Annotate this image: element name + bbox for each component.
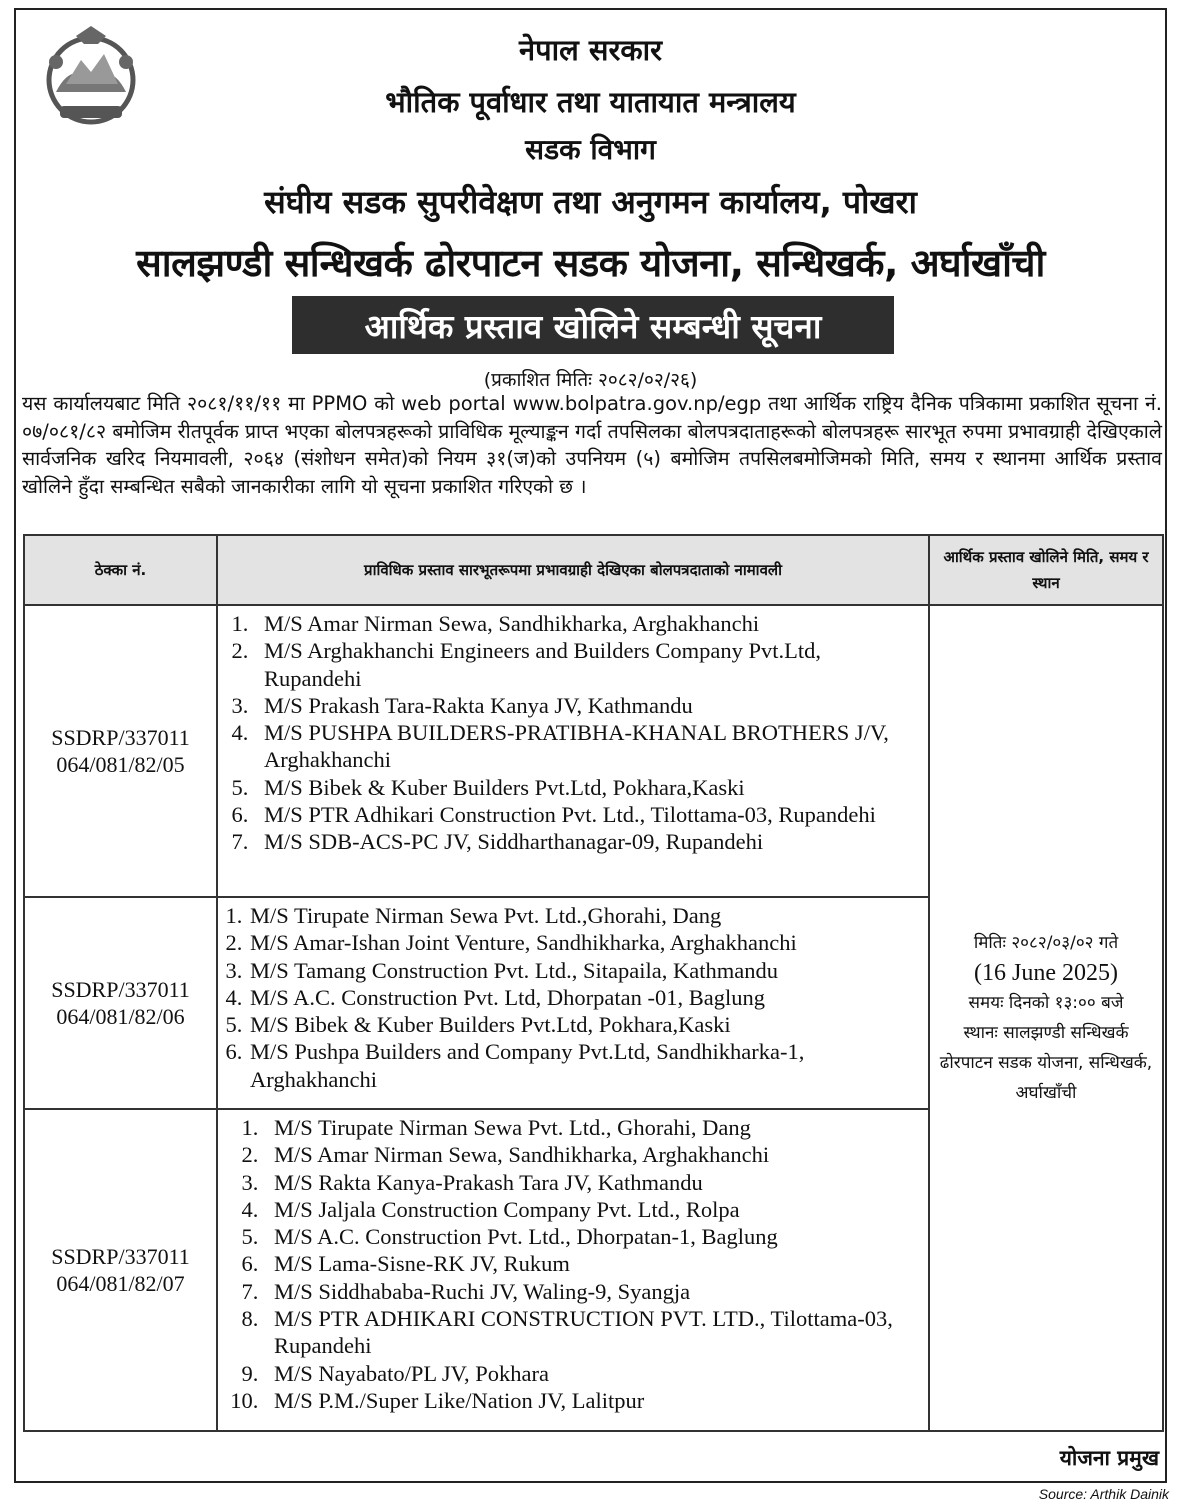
bidder-item: 5. M/S Bibek & Kuber Builders Pvt.Ltd, Pokhara,Kaski [254,774,924,801]
header-schedule: आर्थिक प्रस्ताव खोलिने मिति, समय र स्थान [929,535,1163,605]
opening-time: समयः दिनको १३:०० बजे [968,993,1124,1013]
bidders-cell [217,605,929,897]
signatory-title: योजना प्रमुख [1059,1446,1159,1470]
bidder-item: 5. M/S Bibek & Kuber Builders Pvt.Ltd, Pokhara,Kaski [248,1011,924,1038]
bidder-item: 2. M/S Amar Nirman Sewa, Sandhikharka, Arghakhanchi [264,1141,924,1168]
project-name: सालझण्डी सन्धिखर्क ढोरपाटन सडक योजना, सन्धिखर्क, अर्घाखाँची [136,241,1045,285]
bidder-item: 8. M/S PTR ADHIKARI CONSTRUCTION PVT. LTD., Tilottama-03, Rupandehi [264,1305,924,1360]
contract-number-line: 064/081/82/07 [56,1271,185,1296]
opening-place: स्थानः सालझण्डी सन्धिखर्क ढोरपाटन सडक योजना, सन्धिखर्क, अर्घाखाँची [939,1023,1153,1103]
bidder-item: 10. M/S P.M./Super Like/Nation JV, Lalitpur [264,1387,924,1414]
bidder-item: 6. M/S PTR Adhikari Construction Pvt. Ltd., Tilottama-03, Rupandehi [254,801,924,828]
opening-date-np: मितिः २०८२/०३/०२ गते [973,933,1119,953]
table-row [24,605,1163,897]
bidder-item: 1. M/S Tirupate Nirman Sewa Pvt. Ltd.,Ghorahi, Dang [248,902,924,929]
bidder-item: 4. M/S Jaljala Construction Company Pvt. Ltd., Rolpa [264,1196,924,1223]
published-date: (प्रकाशित मितिः २०८२/०२/२६) [483,369,698,391]
bidder-item: 2. M/S Amar-Ishan Joint Venture, Sandhikharka, Arghakhanchi [248,929,924,956]
contract-number-line: 064/081/82/05 [56,752,185,777]
office-name: संघीय सडक सुपरीवेक्षण तथा अनुगमन कार्यालय, पोखरा [264,183,917,221]
bidder-list [228,1114,924,1414]
bidder-item: 6. M/S Pushpa Builders and Company Pvt.Ltd, Sandhikharka-1, Arghakhanchi [248,1038,924,1093]
source-credit: Source: Arthik Dainik [1038,1486,1169,1502]
bidder-item: 9. M/S Nayabato/PL JV, Pokhara [264,1360,924,1387]
contract-number-line: SSDRP/337011 [51,1244,190,1269]
bidders-cell [217,897,929,1109]
contract-number-line: SSDRP/337011 [51,977,190,1002]
contract-number-line: 064/081/82/06 [56,1004,185,1029]
government-name: नेपाल सरकार [519,33,662,67]
bidder-item: 7. M/S Siddhababa-Ruchi JV, Waling-9, Syangja [264,1278,924,1305]
header-bidders: प्राविधिक प्रस्ताव सारभूतरूपमा प्रभावग्राही देखिएका बोलपत्रदाताको नामावली [217,535,929,605]
notice-paragraph: यस कार्यालयबाट मिति २०८१/११/११ मा PPMO को web portal www.bolpatra.gov.np/egp तथा आर्थिक राष्ट्रिय दैनिक पत्रिकामा प्रकाशित सूचना नं. ०७/०८१/८२ बमोजिम रीतपूर्वक प्राप्त भएका बोलपत्रहरूको प्राविधिक मूल्याङ्कन गर्दा तपसिलका बोलपत्रदाताहरूको बोलपत्रहरू सारभूत रुपमा प्रभावग्राही देखिएकाले सार्वजनिक खरिद नियमावली, २०६४ (संशोधन समेत)को नियम ३१(ज)को उपनियम (५) बमोजिम तपसिलबमोजिमको मिति, समय र स्थानमा आर्थिक प्रस्ताव खोलिने हुँदा सम्बन्धित सबैको जानकारीका लागि यो सूचना प्रकाशित गरिएको छ । [22,392,1162,498]
bidder-item: 3. M/S Prakash Tara-Rakta Kanya JV, Kathmandu [254,692,924,719]
ministry-name: भौतिक पूर्वाधार तथा यातायात मन्त्रालय [385,85,796,119]
bidder-list [228,902,924,1093]
bidder-item: 4. M/S PUSHPA BUILDERS-PRATIBHA-KHANAL BROTHERS J/V, Arghakhanchi [254,719,924,774]
bidder-item: 1. M/S Tirupate Nirman Sewa Pvt. Ltd., Ghorahi, Dang [264,1114,924,1141]
opening-date-en: (16 June 2025) [974,960,1118,986]
bidder-list [228,610,924,856]
schedule-cell [929,605,1163,1431]
table-header-row [24,535,1163,605]
department-name: सडक विभाग [525,133,656,166]
bidder-item: 2. M/S Arghakhanchi Engineers and Builders Company Pvt.Ltd, Rupandehi [254,637,924,692]
bidders-cell [217,1109,929,1431]
bidder-item: 3. M/S Tamang Construction Pvt. Ltd., Sitapaila, Kathmandu [248,957,924,984]
bidder-item: 5. M/S A.C. Construction Pvt. Ltd., Dhorpatan-1, Baglung [264,1223,924,1250]
notice-title-banner: आर्थिक प्रस्ताव खोलिने सम्बन्धी सूचना [292,296,894,354]
bidder-item: 1. M/S Amar Nirman Sewa, Sandhikharka, Arghakhanchi [254,610,924,637]
tender-table [23,534,1164,1432]
bidder-item: 6. M/S Lama-Sisne-RK JV, Rukum [264,1250,924,1277]
header-contract-no: ठेक्का नं. [24,535,217,605]
contract-number-cell [24,897,217,1109]
bidder-item: 7. M/S SDB-ACS-PC JV, Siddharthanagar-09, Rupandehi [254,828,924,855]
contract-number-line: SSDRP/337011 [51,725,190,750]
bidder-item: 3. M/S Rakta Kanya-Prakash Tara JV, Kathmandu [264,1169,924,1196]
contract-number-cell [24,1109,217,1431]
bidder-item: 4. M/S A.C. Construction Pvt. Ltd, Dhorpatan -01, Baglung [248,984,924,1011]
contract-number-cell [24,605,217,897]
